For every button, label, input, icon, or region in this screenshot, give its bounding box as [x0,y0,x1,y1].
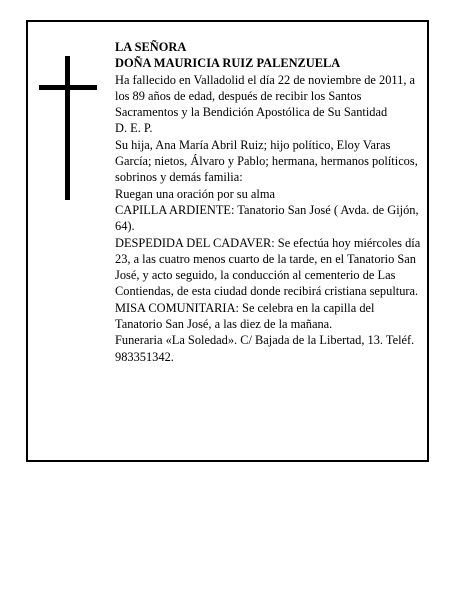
cross-horizontal-bar [39,85,97,90]
deceased-name: DOÑA MAURICIA RUIZ PALENZUELA [115,56,341,71]
farewell-info: DESPEDIDA DEL CADAVER: Se efectúa hoy miércoles día 23, a las cuatro menos cuarto de la tarde, en el Tanatorio San José, y acto seguido, la conducción al cementerio de Las Contiendas, de esta ciudad donde recibirá cristiana sepultura. [115,235,421,299]
family-list: Su hija, Ana María Abril Ruiz; hijo político, Eloy Varas García; nietos, Álvaro y Pablo; hermana, hermanos políticos, sobrinos y demás familia: [115,137,418,185]
cross-vertical-bar [65,56,70,200]
death-announcement: Ha fallecido en Valladolid el día 22 de noviembre de 2011, a los 89 años de edad, después de recibir los Santos Sacramentos y la Bendición Apostólica de Su Santidad [115,72,416,120]
title-line-1: LA SEÑORA [115,40,187,54]
prayer-request: Ruegan una oración por su alma [115,186,275,201]
mass-info: MISA COMUNITARIA: Se celebra en la capilla del Tanatorio San José, a las diez de la mañana. [115,300,375,332]
cross-icon [39,56,97,200]
notice-text [115,39,421,365]
obituary-notice [26,20,429,462]
chapel-info: CAPILLA ARDIENTE: Tanatorio San José ( Avda. de Gijón, 64). [115,202,419,234]
funeral-home-info: Funeraria «La Soledad». C/ Bajada de la Libertad, 13. Teléf. 983351342. [115,333,415,364]
rip-line: D. E. P. [115,121,153,136]
